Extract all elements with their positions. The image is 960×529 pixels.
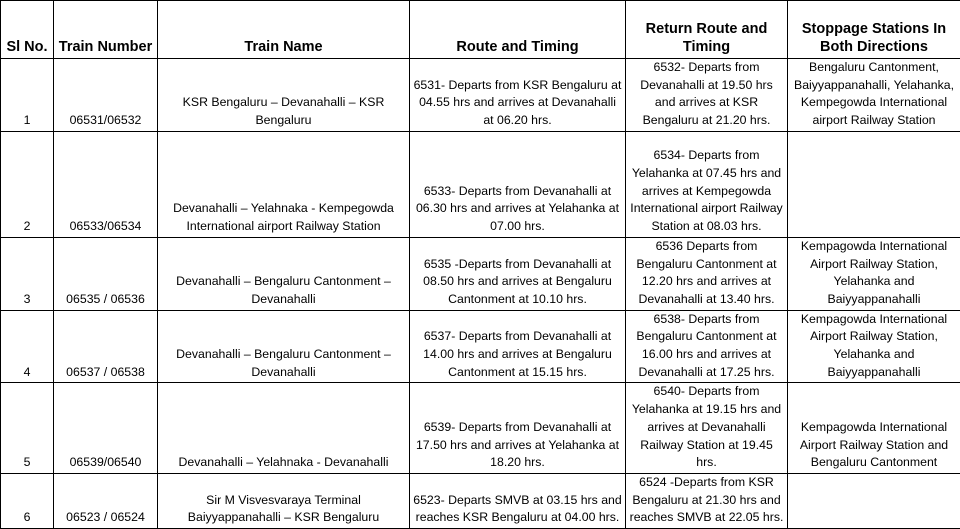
cell-sl-no[interactable]: 3 xyxy=(1,237,54,310)
cell-train-name[interactable]: Devanahalli – Bengaluru Cantonment – Devanahalli xyxy=(158,310,410,383)
cell-train-name[interactable]: Devanahalli – Yelahnaka - Devanahalli xyxy=(158,383,410,474)
cell-stoppage-stations[interactable]: Kempagowda International Airport Railway Station and Bengaluru Cantonment xyxy=(788,383,960,474)
header-stoppage-stations[interactable]: Stoppage Stations In Both Directions xyxy=(788,1,960,59)
cell-train-number[interactable]: 06531/06532 xyxy=(54,59,158,132)
table-row xyxy=(1,383,960,474)
cell-train-number[interactable]: 06535 / 06536 xyxy=(54,237,158,310)
cell-train-name[interactable]: Devanahalli – Bengaluru Cantonment – Devanahalli xyxy=(158,237,410,310)
header-row xyxy=(1,1,960,59)
header-return-route-timing[interactable]: Return Route and Timing xyxy=(626,1,788,59)
table-row xyxy=(1,131,960,237)
table-row xyxy=(1,59,960,132)
header-route-timing[interactable]: Route and Timing xyxy=(410,1,626,59)
cell-route-timing[interactable]: 6531- Departs from KSR Bengaluru at 04.55 hrs and arrives at Devanahalli at 06.20 hrs. xyxy=(410,59,626,132)
cell-train-number[interactable]: 06533/06534 xyxy=(54,131,158,237)
cell-return-route-timing[interactable]: 6538- Departs from Bengaluru Cantonment at 16.00 hrs and arrives at Devanahalli at 17.25 hrs. xyxy=(626,310,788,383)
cell-stoppage-stations[interactable] xyxy=(788,131,960,237)
cell-return-route-timing[interactable]: 6540- Departs from Yelahanka at 19.15 hrs and arrives at Devanahalli Railway Station at 19.45 hrs. xyxy=(626,383,788,474)
cell-route-timing[interactable]: 6533- Departs from Devanahalli at 06.30 hrs and arrives at Yelahanka at 07.00 hrs. xyxy=(410,131,626,237)
cell-sl-no[interactable]: 5 xyxy=(1,383,54,474)
cell-return-route-timing[interactable]: 6536 Departs from Bengaluru Cantonment at 12.20 hrs and arrives at Devanahalli at 13.40 hrs. xyxy=(626,237,788,310)
cell-train-name[interactable]: Sir M Visvesvaraya Terminal Baiyyappanahalli – KSR Bengaluru xyxy=(158,473,410,528)
cell-sl-no[interactable]: 6 xyxy=(1,473,54,528)
cell-sl-no[interactable]: 4 xyxy=(1,310,54,383)
cell-route-timing[interactable]: 6539- Departs from Devanahalli at 17.50 hrs and arrives at Yelahanka at 18.20 hrs. xyxy=(410,383,626,474)
cell-sl-no[interactable]: 1 xyxy=(1,59,54,132)
cell-route-timing[interactable]: 6537- Departs from Devanahalli at 14.00 hrs and arrives at Bengaluru Cantonment at 15.15 hrs. xyxy=(410,310,626,383)
cell-return-route-timing[interactable]: 6524 -Departs from KSR Bengaluru at 21.30 hrs and reaches SMVB at 22.05 hrs. xyxy=(626,473,788,528)
cell-stoppage-stations[interactable] xyxy=(788,473,960,528)
cell-train-name[interactable]: Devanahalli – Yelahnaka - Kempegowda International airport Railway Station xyxy=(158,131,410,237)
cell-route-timing[interactable]: 6523- Departs SMVB at 03.15 hrs and reaches KSR Bengaluru at 04.00 hrs. xyxy=(410,473,626,528)
cell-sl-no[interactable]: 2 xyxy=(1,131,54,237)
table-row xyxy=(1,237,960,310)
cell-stoppage-stations[interactable]: Bengaluru Cantonment, Baiyyappanahalli, Yelahanka, Kempegowda International airport Railway Station xyxy=(788,59,960,132)
table-row xyxy=(1,473,960,528)
cell-stoppage-stations[interactable]: Kempagowda International Airport Railway Station, Yelahanka and Baiyyappanahalli xyxy=(788,237,960,310)
cell-train-number[interactable]: 06539/06540 xyxy=(54,383,158,474)
cell-train-number[interactable]: 06537 / 06538 xyxy=(54,310,158,383)
cell-stoppage-stations[interactable]: Kempagowda International Airport Railway Station, Yelahanka and Baiyyappanahalli xyxy=(788,310,960,383)
header-sl-no[interactable]: Sl No. xyxy=(1,1,54,59)
header-train-number[interactable]: Train Number xyxy=(54,1,158,59)
cell-train-name[interactable]: KSR Bengaluru – Devanahalli – KSR Bengaluru xyxy=(158,59,410,132)
table-row xyxy=(1,310,960,383)
cell-return-route-timing[interactable]: 6534- Departs from Yelahanka at 07.45 hrs and arrives at Kempegowda International airport Railway Station at 08.03 hrs. xyxy=(626,131,788,237)
header-train-name[interactable]: Train Name xyxy=(158,1,410,59)
cell-route-timing[interactable]: 6535 -Departs from Devanahalli at 08.50 hrs and arrives at Bengaluru Cantonment at 10.10 hrs. xyxy=(410,237,626,310)
cell-return-route-timing[interactable]: 6532- Departs from Devanahalli at 19.50 hrs and arrives at KSR Bengaluru at 21.20 hrs. xyxy=(626,59,788,132)
cell-train-number[interactable]: 06523 / 06524 xyxy=(54,473,158,528)
